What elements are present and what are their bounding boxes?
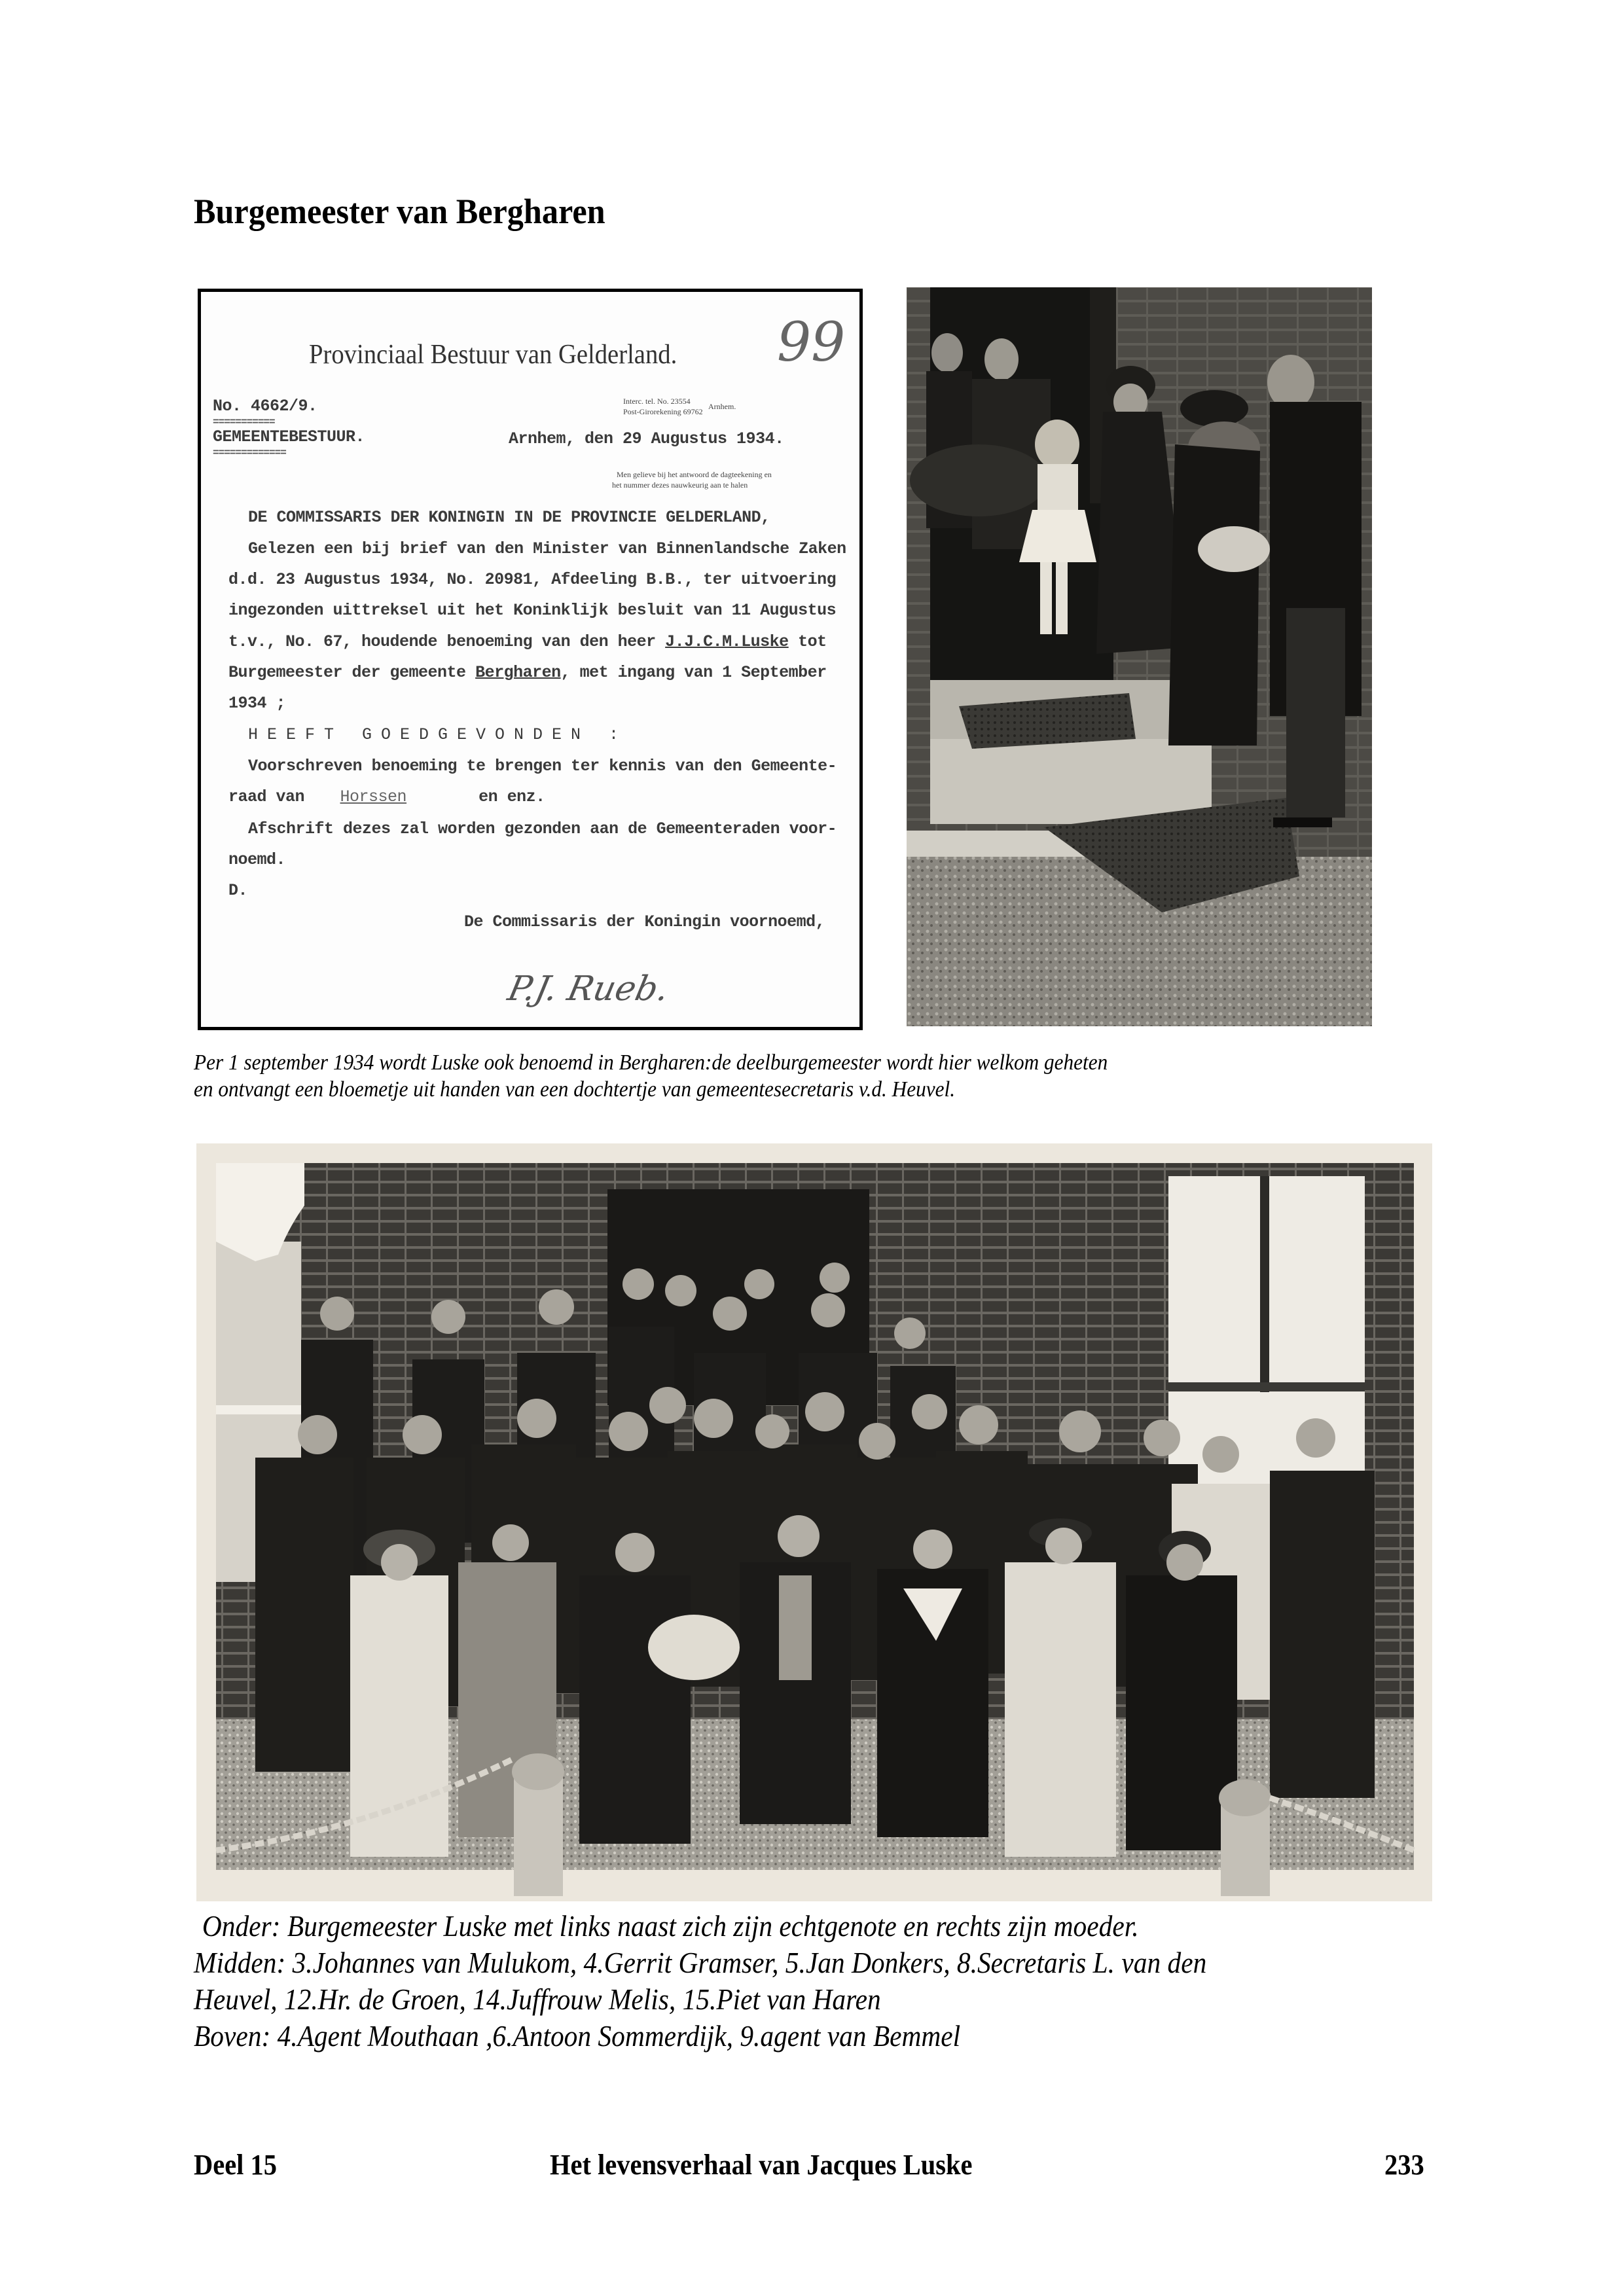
department: GEMEENTEBESTUUR. bbox=[213, 427, 365, 446]
caption-line: Per 1 september 1934 wordt Luske ook benoemd in Bergharen:de deelburgemeester wordt hier welkom geheten bbox=[194, 1050, 1108, 1075]
letter-line: D. bbox=[228, 881, 248, 900]
letter-closing: De Commissaris der Koningin voornoemd, bbox=[464, 912, 825, 931]
letter-line: Gelezen een bij brief van den Minister van Binnenlandsche Zaken bbox=[248, 539, 846, 558]
letter-line: ingezonden uittreksel uit het Koninklijk besluit van 11 Augustus bbox=[228, 601, 837, 620]
footer-book-title: Het levensverhaal van Jacques Luske bbox=[550, 2149, 973, 2181]
reply-notice-line2: het nummer dezes nauwkeurig aan te halen bbox=[612, 480, 748, 490]
contact-giro: Post-Girorekening 69762 bbox=[623, 407, 703, 416]
handwritten-number: 99 bbox=[777, 312, 846, 374]
letter-line: Burgemeester der gemeente Bergharen, met ingang van 1 September bbox=[228, 663, 827, 682]
welcome-ceremony-photo bbox=[907, 287, 1372, 1026]
municipality-name: Bergharen bbox=[475, 663, 561, 682]
footer-page-number: 233 bbox=[1384, 2149, 1424, 2181]
council-name: Horssen bbox=[340, 787, 407, 806]
appointment-letter-scan bbox=[198, 289, 863, 1030]
letter-line: Voorschreven benoeming te brengen ter kennis van den Gemeente- bbox=[248, 757, 837, 776]
page-title: Burgemeester van Bergharen bbox=[194, 192, 605, 231]
group-portrait-photo bbox=[196, 1143, 1432, 1901]
contact-city: Arnhem. bbox=[708, 402, 736, 411]
reference-number: No. 4662/9. bbox=[213, 397, 317, 416]
department-divider: ============= bbox=[213, 447, 286, 459]
welcome-photo-illustration bbox=[907, 287, 1372, 1026]
caption-line-middle-row: Midden: 3.Johannes van Mulukom, 4.Gerrit Gramser, 5.Jan Donkers, 8.Secretaris L. van den bbox=[194, 1946, 1207, 1979]
reply-notice-line1: Men gelieve bij het antwoord de dagteekening en bbox=[617, 470, 772, 479]
welcome-photo-caption bbox=[194, 1049, 1108, 1103]
caption-line-front-row: Onder: Burgemeester Luske met links naast zich zijn echtgenote en rechts zijn moeder. bbox=[202, 1910, 1139, 1943]
decision-heading: HEEFT GOEDGEVONDEN : bbox=[248, 725, 628, 744]
group-photo-illustration bbox=[196, 1143, 1432, 1901]
contact-phone: Interc. tel. No. 23554 bbox=[623, 397, 691, 406]
letter-line: 1934 ; bbox=[228, 694, 286, 713]
letter-line: raad van Horssen en enz. bbox=[228, 787, 545, 806]
footer-part: Deel 15 bbox=[194, 2149, 278, 2181]
letter-line: Afschrift dezes zal worden gezonden aan de Gemeenteraden voor- bbox=[248, 819, 837, 838]
letter-heading: DE COMMISSARIS DER KONINGIN IN DE PROVINCIE GELDERLAND, bbox=[248, 508, 770, 527]
letter-line: noemd. bbox=[228, 850, 286, 869]
reference-divider: =========== bbox=[213, 416, 275, 428]
letter-line: t.v., No. 67, houdende benoeming van den heer J.J.C.M.Luske tot bbox=[228, 632, 827, 651]
caption-line: en ontvangt een bloemetje uit handen van een dochtertje van gemeentesecretaris v.d. Heuvel. bbox=[194, 1077, 956, 1102]
signature: P.J. Rueb. bbox=[504, 969, 673, 1009]
caption-line-middle-row-cont: Heuvel, 12.Hr. de Groen, 14.Juffrouw Melis, 15.Piet van Haren bbox=[194, 1983, 881, 2016]
caption-line-back-row: Boven: 4.Agent Mouthaan ,6.Antoon Sommerdijk, 9.agent van Bemmel bbox=[194, 2020, 961, 2053]
letter-line: d.d. 23 Augustus 1934, No. 20981, Afdeeling B.B., ter uitvoering bbox=[228, 570, 837, 589]
place-date: Arnhem, den 29 Augustus 1934. bbox=[509, 429, 784, 448]
group-photo-caption bbox=[194, 1908, 1206, 2054]
appointee-name: J.J.C.M.Luske bbox=[665, 632, 789, 651]
letterhead: Provinciaal Bestuur van Gelderland. bbox=[309, 340, 677, 370]
